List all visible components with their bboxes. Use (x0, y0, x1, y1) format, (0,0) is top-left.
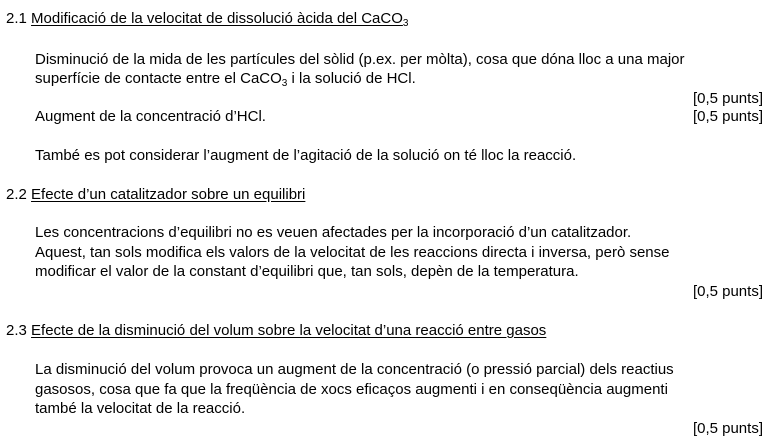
section-2-2-heading (6, 186, 305, 204)
paragraph-line: Les concentracions d’equilibri no es veuen afectades per la incorporació d’un catalitzador. (35, 224, 632, 241)
paragraph-line: Aquest, tan sols modifica els valors de la velocitat de les reaccions directa i inversa, però sense (35, 244, 670, 261)
score-label: [0,5 punts] (692, 420, 763, 437)
score-label: [0,5 punts] (692, 283, 763, 300)
section-number: 2.1 (6, 10, 27, 27)
section-title: Efecte d’un catalitzador sobre un equilibri (31, 186, 306, 203)
paragraph-line: Augment de la concentració d’HCl. (35, 108, 266, 125)
section-2-3-heading (6, 322, 546, 340)
paragraph-line: també la velocitat de la reacció. (35, 400, 246, 417)
section-2-1-heading (6, 10, 408, 28)
section-number: 2.2 (6, 186, 27, 203)
paragraph-line: La disminució del volum provoca un augment de la concentració (o pressió parcial) dels reactius (35, 361, 674, 378)
paragraph-line: Disminució de la mida de les partícules del sòlid (p.ex. per mòlta), cosa que dóna lloc a una major (35, 51, 685, 68)
paragraph-line: També es pot considerar l’augment de l’agitació de la solució on té lloc la reacció. (35, 147, 577, 164)
section-title: Efecte de la disminució del volum sobre la velocitat d’una reacció entre gasos (31, 322, 547, 339)
paragraph-line: gasosos, cosa que fa que la freqüència de xocs eficaços augmenti i en conseqüència augmenti (35, 381, 668, 398)
score-label: [0,5 punts] (692, 108, 763, 125)
score-label: [0,5 punts] (692, 90, 763, 107)
section-number: 2.3 (6, 322, 27, 339)
paragraph-line: modificar el valor de la constant d’equilibri que, tan sols, depèn de la temperatura. (35, 263, 579, 280)
section-title: Modificació de la velocitat de dissolució àcida del CaCO$_3$ (31, 10, 409, 29)
paragraph-line: superfície de contacte entre el CaCO$_3$ i la solució de HCl. (35, 70, 416, 89)
